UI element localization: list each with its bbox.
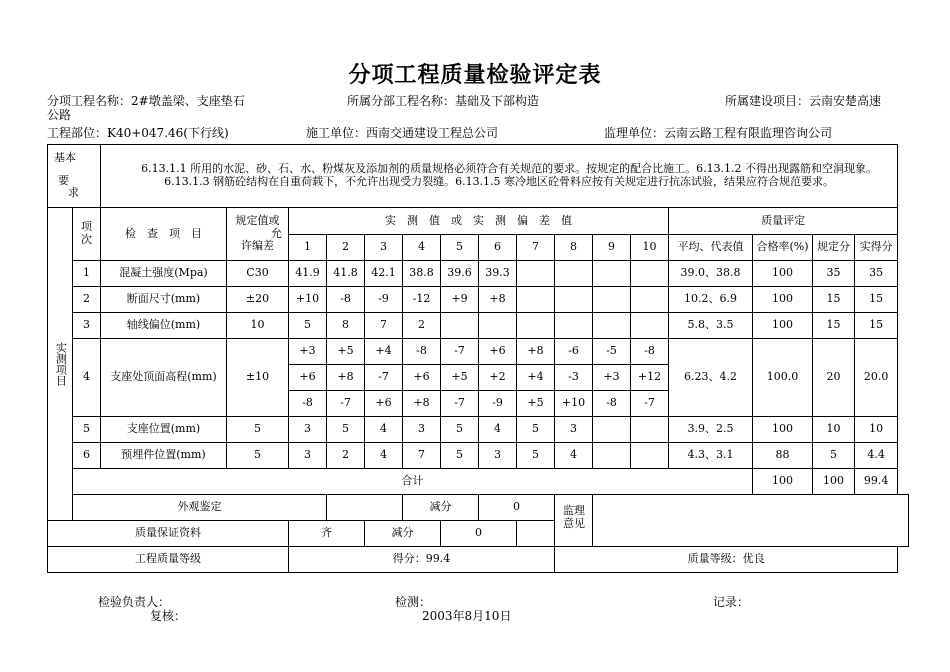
row-no: 2 <box>73 287 101 313</box>
quality-docs-value: 齐 <box>289 521 365 547</box>
table-row <box>48 417 909 443</box>
row-actual: 35 <box>855 261 898 287</box>
basic-label-line2: 要 <box>58 173 69 187</box>
row-value: -5 <box>593 339 631 365</box>
supervision-line1: 监理 <box>563 504 585 517</box>
side-label: 实测项目 <box>54 342 68 386</box>
quality-docs-label: 质量保证资料 <box>48 521 289 547</box>
row-avg: 3.9、2.5 <box>669 417 753 443</box>
appearance-deduct-label: 减分 <box>403 495 479 521</box>
row-tolerance: 5 <box>227 417 289 443</box>
recorder-label: 记录： <box>713 595 750 609</box>
row-value: +8 <box>403 391 441 417</box>
row-value: 4 <box>365 443 403 469</box>
row-no: 6 <box>73 443 101 469</box>
row-value: 42.1 <box>365 261 403 287</box>
row-value: 2 <box>327 443 365 469</box>
row-value <box>441 313 479 339</box>
date-text: 2003年8月10日 <box>422 609 512 623</box>
col-header: 7 <box>517 235 555 261</box>
tolerance-line1: 规定值或 <box>235 214 280 228</box>
row-value <box>555 313 593 339</box>
row-value: -7 <box>441 339 479 365</box>
row-rate: 100 <box>753 313 813 339</box>
inspector-label: 检验负责人： <box>98 595 171 609</box>
actual-score-header: 实得分 <box>855 235 898 261</box>
row-no: 5 <box>73 417 101 443</box>
row-actual: 15 <box>855 287 898 313</box>
row-value: +10 <box>555 391 593 417</box>
row-value <box>479 313 517 339</box>
row-value: 4 <box>555 443 593 469</box>
row-value: 41.9 <box>289 261 327 287</box>
row-value <box>593 443 631 469</box>
pass-rate-header: 合格率(%) <box>753 235 813 261</box>
row-value <box>593 287 631 313</box>
row-name: 断面尺寸(mm) <box>101 287 227 313</box>
row-value: 39.3 <box>479 261 517 287</box>
grade-level: 质量等级：优良 <box>555 547 898 573</box>
basic-label-line1: 基本 <box>54 151 76 165</box>
col-header: 9 <box>593 235 631 261</box>
table-row <box>48 313 909 339</box>
row-value <box>517 261 555 287</box>
total-rate: 100 <box>753 469 813 495</box>
row-no: 1 <box>73 261 101 287</box>
row-value <box>555 287 593 313</box>
row-spec: 35 <box>813 261 855 287</box>
row-avg: 10.2、6.9 <box>669 287 753 313</box>
row-value: +5 <box>327 339 365 365</box>
form-title: 分项工程质量检验评定表 <box>348 62 602 88</box>
division-name: 所属分部工程名称：基础及下部构造 <box>347 94 540 108</box>
total-label: 合计 <box>73 469 753 495</box>
row-value: +12 <box>631 365 669 391</box>
row-spec: 15 <box>813 287 855 313</box>
row-value: 3 <box>555 417 593 443</box>
row-tolerance: 5 <box>227 443 289 469</box>
row-tolerance: ±10 <box>227 339 289 417</box>
row-value: 5 <box>441 443 479 469</box>
avg-header: 平均、代表值 <box>669 235 753 261</box>
inspection-table <box>47 144 909 573</box>
row-name: 轴线偏位(mm) <box>101 313 227 339</box>
row-value: 5 <box>517 443 555 469</box>
row-value: 3 <box>289 443 327 469</box>
basic-text: 6.13.1.1 所用的水泥、砂、石、水、粉煤灰及添加剂的质量规格必须符合有关规范的要求。按规定的配合比施工。6.13.1.2 不得出现露筋和空洞现象。6.13.1.3 钢筋砼结构在自重荷载下，不允许出现受力裂缝。6.13.1.5 寒冷地区砼骨料应按有关规定进行抗冻试验，结果应符合规范要求。 <box>141 162 878 188</box>
item-no-header <box>73 208 101 261</box>
row-value: 38.8 <box>403 261 441 287</box>
row-rate: 100 <box>753 261 813 287</box>
work-location: 工程部位：K40+047.46(下行线) <box>47 126 229 140</box>
row-value: +6 <box>479 339 517 365</box>
row-value: -8 <box>327 287 365 313</box>
construction-project: 所属建设项目：云南安楚高速 <box>725 94 882 108</box>
row-name: 混凝土强度(Mpa) <box>101 261 227 287</box>
row-rate: 100 <box>753 417 813 443</box>
row-value: -7 <box>631 391 669 417</box>
row-avg: 5.8、3.5 <box>669 313 753 339</box>
tester-label: 检测： <box>395 595 432 609</box>
row-value: 7 <box>365 313 403 339</box>
table-row <box>48 261 909 287</box>
row-value: -7 <box>441 391 479 417</box>
col-header: 4 <box>403 235 441 261</box>
col-header: 6 <box>479 235 517 261</box>
row-value: -7 <box>327 391 365 417</box>
row-value: +3 <box>593 365 631 391</box>
row-value: +5 <box>441 365 479 391</box>
row-value <box>555 261 593 287</box>
tolerance-line3: 许编差 <box>241 239 274 253</box>
row-spec: 5 <box>813 443 855 469</box>
col-header: 1 <box>289 235 327 261</box>
total-actual: 99.4 <box>855 469 898 495</box>
row-value: +2 <box>479 365 517 391</box>
row-value <box>517 287 555 313</box>
row-actual: 4.4 <box>855 443 898 469</box>
row-value: 8 <box>327 313 365 339</box>
row-value: 4 <box>365 417 403 443</box>
grade-row <box>48 547 909 573</box>
supervision-label <box>555 495 593 547</box>
row-value: +8 <box>479 287 517 313</box>
row-value: +3 <box>289 339 327 365</box>
row-avg: 4.3、3.1 <box>669 443 753 469</box>
row-value: 5 <box>517 417 555 443</box>
row-value: +4 <box>517 365 555 391</box>
tolerance-line2: 允 <box>271 226 282 240</box>
row-value: 4 <box>479 417 517 443</box>
row-value: -6 <box>555 339 593 365</box>
supervision-opinion <box>593 495 909 547</box>
row-value: -9 <box>479 391 517 417</box>
row-avg: 39.0、38.8 <box>669 261 753 287</box>
row-value: +9 <box>441 287 479 313</box>
table-row <box>48 339 909 365</box>
appearance-value <box>327 495 403 521</box>
row-value: 5 <box>441 417 479 443</box>
grade-score: 得分：99.4 <box>289 547 555 573</box>
row-value: 41.8 <box>327 261 365 287</box>
col-header: 2 <box>327 235 365 261</box>
row-avg: 6.23、4.2 <box>669 339 753 417</box>
row-value <box>593 313 631 339</box>
row-value: -8 <box>593 391 631 417</box>
row-value: +6 <box>365 391 403 417</box>
row-value <box>631 313 669 339</box>
row-name: 支座位置(mm) <box>101 417 227 443</box>
row-no: 3 <box>73 313 101 339</box>
reviewer-label: 复核： <box>150 609 187 623</box>
contractor: 施工单位：西南交通建设工程总公司 <box>306 126 499 140</box>
row-tolerance: 10 <box>227 313 289 339</box>
row-value <box>517 313 555 339</box>
row-value <box>631 443 669 469</box>
spec-score-header: 规定分 <box>813 235 855 261</box>
row-no: 4 <box>73 339 101 417</box>
col-header: 5 <box>441 235 479 261</box>
appearance-deduct: 0 <box>479 495 555 521</box>
row-value: 39.6 <box>441 261 479 287</box>
row-tolerance: C30 <box>227 261 289 287</box>
appearance-row <box>48 495 909 521</box>
col-header: 10 <box>631 235 669 261</box>
tolerance-header <box>227 208 289 261</box>
row-tolerance: ±20 <box>227 287 289 313</box>
row-name: 预埋件位置(mm) <box>101 443 227 469</box>
row-value: +8 <box>517 339 555 365</box>
row-value: -9 <box>365 287 403 313</box>
basic-requirements-text <box>101 145 898 208</box>
row-value: -3 <box>555 365 593 391</box>
row-value: 7 <box>403 443 441 469</box>
row-value: +6 <box>289 365 327 391</box>
basic-label-line3: 求 <box>68 186 79 200</box>
row-value: -12 <box>403 287 441 313</box>
basic-requirements-label <box>48 145 101 208</box>
row-value: -8 <box>289 391 327 417</box>
row-value: 3 <box>289 417 327 443</box>
supervision-line2: 意见 <box>563 516 585 530</box>
row-value: +8 <box>327 365 365 391</box>
quality-docs-deduct-label: 减分 <box>365 521 441 547</box>
row-value: -8 <box>403 339 441 365</box>
col-header: 3 <box>365 235 403 261</box>
row-spec: 20 <box>813 339 855 417</box>
total-row <box>48 469 909 495</box>
check-item-header: 检 查 项 目 <box>101 208 227 261</box>
row-value: +10 <box>289 287 327 313</box>
row-value: 3 <box>479 443 517 469</box>
total-spec: 100 <box>813 469 855 495</box>
row-actual: 20.0 <box>855 339 898 417</box>
row-value: +5 <box>517 391 555 417</box>
row-value: +6 <box>403 365 441 391</box>
table-row <box>48 287 909 313</box>
table-row <box>48 443 909 469</box>
row-value <box>631 417 669 443</box>
item-no-text: 项次 <box>81 220 92 246</box>
project-name: 分项工程名称：2#墩盖梁、支座垫石 <box>47 94 245 108</box>
row-value <box>631 261 669 287</box>
row-rate: 100.0 <box>753 339 813 417</box>
row-value: 3 <box>403 417 441 443</box>
row-value: +4 <box>365 339 403 365</box>
row-value <box>593 261 631 287</box>
project-name-wrap: 公路 <box>47 108 72 122</box>
row-rate: 88 <box>753 443 813 469</box>
row-value: -8 <box>631 339 669 365</box>
row-rate: 100 <box>753 287 813 313</box>
col-header: 8 <box>555 235 593 261</box>
assessment-header: 质量评定 <box>669 208 898 235</box>
grade-label: 工程质量等级 <box>48 547 289 573</box>
quality-docs-deduct: 0 <box>441 521 517 547</box>
row-value <box>593 417 631 443</box>
row-actual: 10 <box>855 417 898 443</box>
appearance-label: 外观鉴定 <box>73 495 327 521</box>
row-value <box>631 287 669 313</box>
row-actual: 15 <box>855 313 898 339</box>
row-spec: 15 <box>813 313 855 339</box>
supervisor: 监理单位：云南云路工程有限监理咨询公司 <box>604 126 833 140</box>
measured-items-label <box>48 208 73 521</box>
row-spec: 10 <box>813 417 855 443</box>
measured-header: 实 测 值 或 实 测 偏 差 值 <box>289 208 669 235</box>
row-value: 5 <box>289 313 327 339</box>
row-value: -7 <box>365 365 403 391</box>
row-value: 2 <box>403 313 441 339</box>
row-name: 支座处顶面高程(mm) <box>101 339 227 417</box>
row-value: 5 <box>327 417 365 443</box>
